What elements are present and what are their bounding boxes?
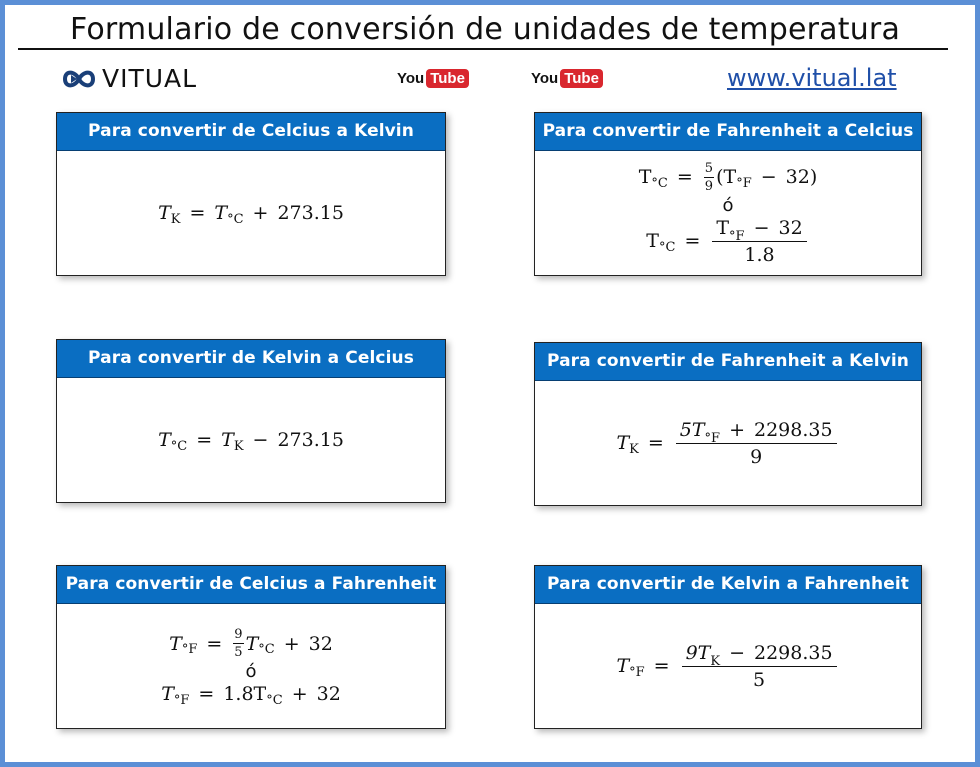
youtube-logo-2[interactable] bbox=[531, 69, 603, 88]
card-heading: Para convertir de Fahrenheit a Kelvin bbox=[535, 343, 921, 381]
minus-sign: − bbox=[753, 216, 770, 239]
fraction-five-ninths bbox=[704, 161, 714, 194]
right-paren: ) bbox=[809, 166, 818, 188]
subscript-f: °F bbox=[173, 692, 190, 708]
term-9t: 9T bbox=[685, 641, 711, 664]
equals-sign: = bbox=[653, 655, 670, 677]
denominator: 1.8 bbox=[744, 243, 775, 266]
youtube-tube-text: Tube bbox=[560, 69, 603, 88]
plus-sign: + bbox=[729, 418, 745, 441]
subscript-c: °C bbox=[266, 692, 283, 708]
denominator: 5 bbox=[753, 668, 766, 691]
youtube-you-text: You bbox=[397, 70, 425, 87]
numerator bbox=[676, 419, 837, 444]
subscript-c: °C bbox=[170, 438, 188, 454]
youtube-you-text: You bbox=[531, 70, 559, 87]
var-t: T bbox=[158, 202, 171, 224]
fraction bbox=[712, 217, 806, 266]
constant-32: 32 bbox=[308, 632, 333, 655]
var-t: T bbox=[646, 230, 659, 252]
subscript-f: °F bbox=[181, 642, 198, 657]
var-t: T bbox=[158, 429, 171, 451]
constant-2298: 2298.35 bbox=[753, 418, 833, 441]
var-t: T bbox=[716, 216, 730, 239]
card-kelvin-to-celcius bbox=[56, 339, 446, 503]
numerator: 5 bbox=[704, 160, 714, 176]
subscript-f: °F bbox=[736, 175, 752, 191]
card-body bbox=[57, 151, 445, 275]
formula-kelvin-to-fahrenheit bbox=[616, 642, 839, 691]
equals-sign: = bbox=[189, 202, 206, 224]
card-body bbox=[57, 604, 445, 728]
constant-32: 32 bbox=[785, 166, 810, 188]
var-t: T bbox=[616, 432, 630, 454]
denominator: 5 bbox=[234, 645, 243, 660]
plus-sign: + bbox=[283, 632, 300, 655]
card-heading: Para convertir de Celcius a Kelvin bbox=[57, 113, 445, 151]
play-infinity-logo-icon bbox=[62, 65, 96, 93]
formula-celcius-to-kelvin bbox=[158, 202, 344, 227]
subscript-k: K bbox=[629, 441, 639, 457]
subscript-k: K bbox=[170, 211, 181, 227]
constant-32: 32 bbox=[778, 216, 803, 239]
denominator: 9 bbox=[704, 178, 714, 194]
equals-sign: = bbox=[196, 429, 213, 451]
equals-sign: = bbox=[684, 230, 701, 252]
var-t: T bbox=[161, 683, 174, 705]
equals-sign: = bbox=[198, 683, 215, 705]
equals-sign: = bbox=[206, 632, 223, 655]
minus-sign: − bbox=[760, 166, 777, 188]
formula-f-to-c-divide bbox=[646, 217, 809, 266]
card-body bbox=[535, 151, 921, 275]
youtube-logo-1[interactable] bbox=[397, 69, 469, 88]
subscript-c: °C bbox=[651, 175, 668, 191]
var-t: T bbox=[723, 166, 737, 188]
denominator: 9 bbox=[750, 445, 763, 468]
formula-fahrenheit-to-kelvin bbox=[616, 419, 839, 468]
equals-sign: = bbox=[676, 166, 693, 188]
plus-sign: + bbox=[252, 202, 269, 224]
or-separator: ó bbox=[245, 661, 257, 682]
card-fahrenheit-to-celcius bbox=[534, 112, 922, 276]
or-separator: ó bbox=[722, 194, 734, 216]
card-kelvin-to-fahrenheit bbox=[534, 565, 922, 729]
subscript-c: °C bbox=[227, 211, 244, 227]
formula-c-to-f-decimal bbox=[161, 683, 341, 708]
numerator: 9 bbox=[234, 627, 243, 642]
subscript-f: °F bbox=[729, 228, 745, 244]
subscript-f: °F bbox=[704, 430, 721, 446]
card-heading: Para convertir de Kelvin a Fahrenheit bbox=[535, 566, 921, 604]
fraction bbox=[682, 642, 837, 691]
left-paren: ( bbox=[716, 166, 724, 188]
card-fahrenheit-to-kelvin bbox=[534, 342, 922, 506]
subscript-k: K bbox=[233, 438, 244, 454]
var-t: T bbox=[221, 429, 234, 451]
var-t: T bbox=[245, 632, 259, 655]
term-1-8t: 1.8T bbox=[223, 683, 267, 705]
numerator bbox=[682, 642, 837, 667]
card-body bbox=[57, 378, 445, 502]
title-underline bbox=[18, 48, 948, 50]
subscript-f: °F bbox=[629, 664, 645, 680]
brand-name: VITUAL bbox=[102, 64, 198, 93]
plus-sign: + bbox=[291, 683, 308, 705]
brand bbox=[62, 64, 197, 93]
formula-kelvin-to-celcius bbox=[158, 429, 344, 454]
minus-sign: − bbox=[729, 641, 745, 664]
card-body bbox=[535, 604, 921, 728]
constant-273: 273.15 bbox=[277, 429, 344, 451]
card-heading: Para convertir de Celcius a Fahrenheit bbox=[57, 566, 445, 604]
card-celcius-to-kelvin bbox=[56, 112, 446, 276]
subscript-c: °C bbox=[258, 642, 275, 657]
youtube-tube-text: Tube bbox=[426, 69, 469, 88]
formula-c-to-f-fraction bbox=[169, 627, 333, 660]
var-t: T bbox=[616, 655, 630, 677]
numerator bbox=[712, 217, 806, 242]
subscript-k: K bbox=[710, 653, 721, 669]
equals-sign: = bbox=[647, 432, 664, 454]
formula-f-to-c-fraction-five-ninths bbox=[639, 161, 818, 194]
constant-273: 273.15 bbox=[277, 202, 344, 224]
card-heading: Para convertir de Kelvin a Celcius bbox=[57, 340, 445, 378]
var-t: T bbox=[214, 202, 228, 224]
var-t: T bbox=[638, 166, 652, 188]
minus-sign: − bbox=[252, 429, 269, 451]
website-link[interactable]: www.vitual.lat bbox=[727, 64, 897, 92]
constant-32: 32 bbox=[316, 683, 341, 705]
fraction-nine-fifths bbox=[233, 627, 243, 660]
card-heading: Para convertir de Fahrenheit a Celcius bbox=[535, 113, 921, 151]
constant-2298: 2298.35 bbox=[753, 641, 833, 664]
fraction bbox=[676, 419, 837, 468]
var-t: T bbox=[169, 632, 182, 655]
card-celcius-to-fahrenheit bbox=[56, 565, 446, 729]
card-body bbox=[535, 381, 921, 505]
subscript-c: °C bbox=[658, 239, 676, 255]
page-title: Formulario de conversión de unidades de temperatura bbox=[69, 12, 901, 47]
term-5t: 5T bbox=[679, 418, 705, 441]
